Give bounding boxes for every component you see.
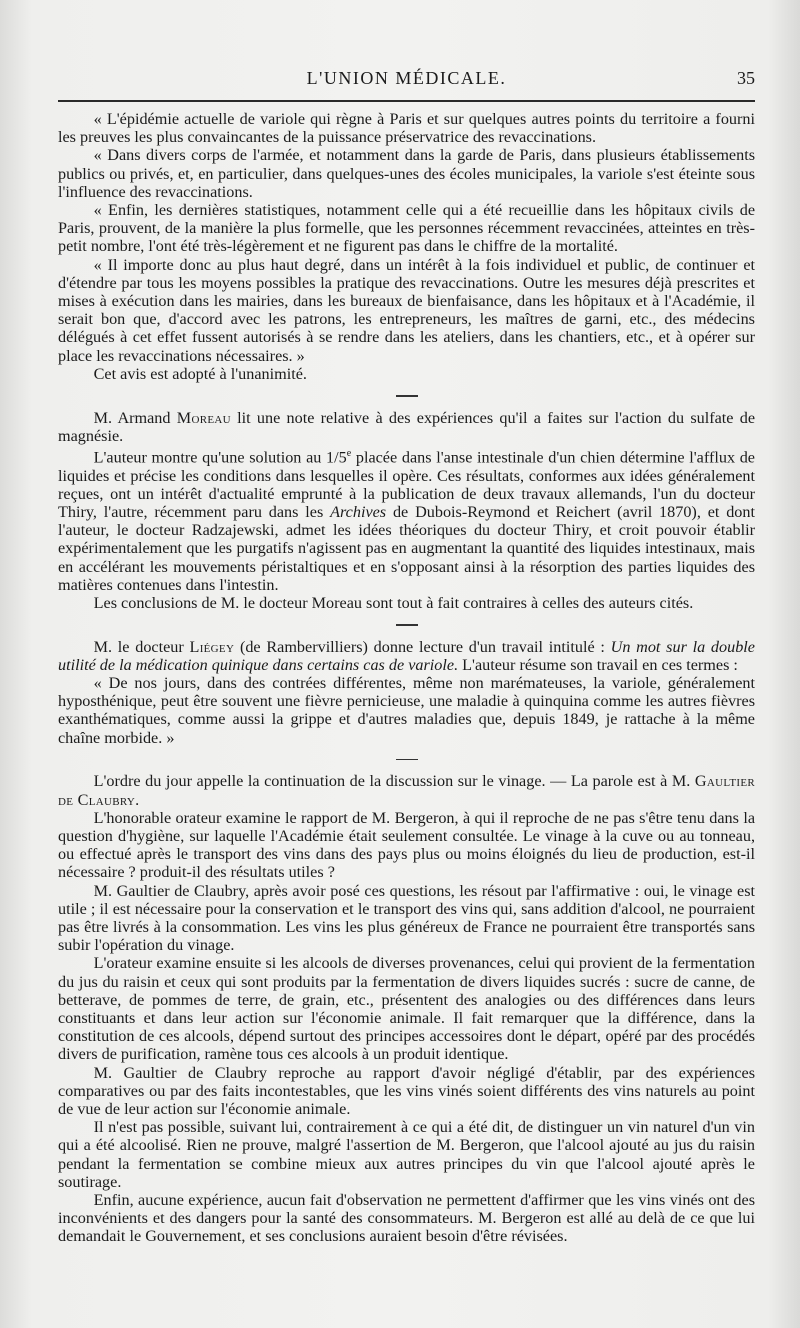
journal-title: Archives xyxy=(330,502,387,521)
paragraph: M. Gaultier de Claubry reproche au rapport d'avoir négligé d'établir, par des expériences comparatives ou par des faits incontestables, que les vins vinés soient différents des vins naturels au point de vue de leur action sur l'économie animale. xyxy=(58,1063,755,1119)
paragraph: Cet avis est adopté à l'unanimité. xyxy=(93,364,307,383)
paragraph xyxy=(58,409,755,445)
paragraph xyxy=(58,638,755,674)
paragraph: « Enfin, les dernières statistiques, notamment celle qui a été recueillie dans les hôpitaux civils de Paris, prouvent, de la manière la plus formelle, que les personnes récemment revaccinées, atteintes en très-petit nombre, l'ont été très-légèrement et ne figurent pas dans le chiffre de la mortalité. xyxy=(58,201,755,256)
paragraph: Les conclusions de M. le docteur Moreau sont tout à fait contraires à celles des auteurs cités. xyxy=(93,593,694,612)
paragraph xyxy=(58,772,755,808)
text-run: L'ordre du jour appelle la continuation de la discussion sur le vinage. — La parole est à M. xyxy=(93,772,695,791)
paragraph: Enfin, aucune expérience, aucun fait d'observation ne permettent d'affirmer que les vins vinés ont des inconvénients et des dangers pour la santé des consommateurs. M. Bergeron est allé au delà de ce que lui demandait le Gouvernement, et ses conclusions auraient besoin d'être révisées. xyxy=(58,1191,755,1246)
text-run: placée dans l'anse intestinale d'un chien détermine l'afflux de liquides et précise les conditions dans lesquelles il opère. Ces résultats, conformes aux idées généralement reçues, ont un intérêt d'actualité emprunté à la publication de deux travaux allemands, l'un du docteur Thiry, l'autre, récemment paru dans les xyxy=(58,448,755,521)
paragraph: « L'épidémie actuelle de variole qui règne à Paris et sur quelques autres points du territoire a fourni les preuves les plus convaincantes de la puissance préservatrice des revaccinations. xyxy=(58,110,755,147)
paragraph: L'honorable orateur examine le rapport de M. Bergeron, à qui il reproche de ne pas s'être tenu dans la question d'hygiène, sur laquelle l'Académie était seulement consultée. Le vinage à la cuve ou au tonneau, ou effectué après le transport des vins dans des pays plus ou moins éloignés du lieu de production, est-il nécessaire ? produit-il des résultats utiles ? xyxy=(58,808,755,882)
paragraph: L'orateur examine ensuite si les alcools de diverses provenances, celui qui provient de la fermentation du jus du raisin et ceux qui sont produits par la fermentation de divers liquides sucrés : sucre de canne, de betterave, de pommes de terre, de grain, etc., présentent des analogies ou des différences dans leurs constituants et dans leur action sur l'économie animale. Il fait remarquer que la différence, dans la constitution de ces alcools, dépend surtout des principes accessoires dont le départ, opéré par des procédés divers de purification, ramène tous ces alcools à un produit identique. xyxy=(58,954,755,1064)
article-body xyxy=(58,110,755,1246)
paragraph xyxy=(58,445,755,594)
running-title: L'UNION MÉDICALE. xyxy=(306,68,507,88)
header-rule xyxy=(58,100,755,102)
paragraph: « De nos jours, dans des contrées différentes, même non marémateuses, la variole, généralement hyposthénique, peut être souvent une fièvre pernicieuse, une maladie à quinquina comme les autres fièvres exanthématiques, comme aussi la grippe et d'autres maladies que, depuis 1849, je rattache à la même chaîne morbide. » xyxy=(58,674,755,747)
section-separator xyxy=(396,624,418,626)
section-separator xyxy=(396,759,418,761)
speaker-name: Gaultier de Claubry. xyxy=(58,772,755,809)
text-run: (de Rambervilliers) donne lecture d'un travail intitulé : xyxy=(234,637,611,656)
text-run: lit une note relative à des expériences qu'il a faites sur l'action du sulfate de magnésie. xyxy=(58,408,756,445)
text-run: L'auteur montre qu'une solution au 1/5 xyxy=(93,448,347,467)
paragraph: « Il importe donc au plus haut degré, dans un intérêt à la fois individuel et public, de continuer et d'étendre par tous les moyens possibles la pratique des revaccinations. Outre les mesures déjà prescrites et mises à exécution dans les mairies, dans les bureaux de bienfaisance, dans les hôpitaux et à l'Académie, il serait bon que, d'accord avec les patrons, les entrepreneurs, les maîtres de garni, etc., des médecins délégués à cet effet fussent autorisés à se rendre dans les ateliers, dans les chantiers, etc., et à opérer sur place les revaccinations nécessaires. » xyxy=(58,255,755,365)
text-run: M. le docteur xyxy=(93,637,190,656)
text-run: M. Armand xyxy=(93,408,177,427)
author-name: Moreau xyxy=(176,408,231,427)
superscript: e xyxy=(346,447,352,459)
paragraph: Il n'est pas possible, suivant lui, contrairement à ce qui a été dit, de distinguer un vin naturel d'un vin qui a été alcoolisé. Rien ne prouve, malgré l'assertion de M. Bergeron, que l'alcool ajouté au jus du raisin pendant la fermentation se combine mieux aux autres principes du vin que l'alcool ajouté après le soutirage. xyxy=(58,1118,755,1191)
paragraph: « Dans divers corps de l'armée, et notamment dans la garde de Paris, dans plusieurs établissements publics ou privés, et, en particulier, dans quelques-unes des écoles municipales, la variole s'est éteinte sous l'influence des revaccinations. xyxy=(58,146,755,201)
text-run: de Dubois-Reymond et Reichert (avril 1870), et dont l'auteur, le docteur Radzajewski, admet les idées théoriques du docteur Thiry, et croit pouvoir établir expérimentalement que les purgatifs n'agissent pas en augmentant la quantité des liquides intestinaux, mais en accélérant les mouvements péristaltiques et en s'opposant ainsi à la résorption des parties liquides des matières contenues dans l'intestin. xyxy=(58,502,755,594)
text-run: L'auteur résume son travail en ces termes : xyxy=(458,655,738,674)
author-name: Liégey xyxy=(189,637,235,656)
page-header xyxy=(58,66,755,94)
section-separator xyxy=(396,395,418,397)
page-number: 35 xyxy=(737,68,755,88)
paragraph: M. Gaultier de Claubry, après avoir posé ces questions, les résout par l'affirmative : oui, le vinage est utile ; il est nécessaire pour la conservation et le transport des vins qui, sans addition d'alcool, ne pourraient pas être livrés à la consommation. Les vins les plus généreux de France ne pourraient être transportés sans subir l'opération du vinage. xyxy=(58,881,755,955)
work-title: Un mot sur la double utilité de la médication quinique dans certains cas de variole. xyxy=(58,637,755,674)
